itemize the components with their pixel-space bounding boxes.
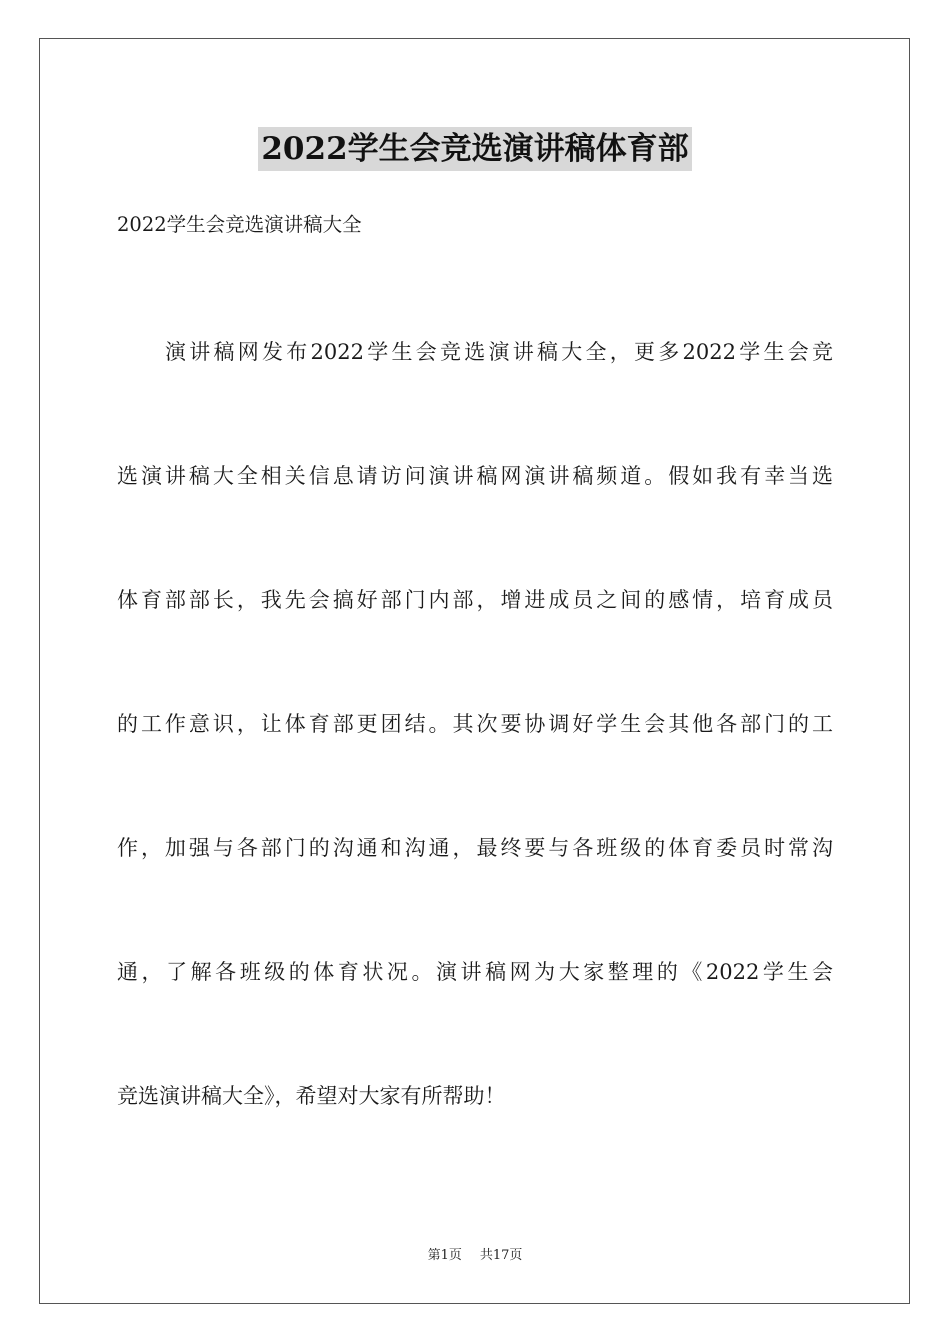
body-line-1: 演讲稿网发布2022学生会竞选演讲稿大全，更多2022学生会竞 bbox=[165, 340, 833, 364]
body-line-5: 作，加强与各部门的沟通和沟通，最终要与各班级的体育委员时常沟 bbox=[117, 836, 833, 860]
page-footer bbox=[0, 1246, 950, 1266]
title-container bbox=[0, 127, 950, 171]
page-number: 第1页 bbox=[427, 1248, 462, 1263]
body-line-7: 竞选演讲稿大全》，希望对大家有所帮助！ bbox=[117, 1084, 506, 1108]
body-line-2: 选演讲稿大全相关信息请访问演讲稿网演讲稿频道。假如我有幸当选 bbox=[117, 464, 833, 488]
body-line-6: 通，了解各班级的体育状况。演讲稿网为大家整理的《2022学生会 bbox=[117, 960, 833, 984]
body-line-3: 体育部部长，我先会搞好部门内部，增进成员之间的感情，培育成员 bbox=[117, 588, 833, 612]
body-line-4: 的工作意识，让体育部更团结。其次要协调好学生会其他各部门的工 bbox=[117, 712, 833, 736]
document-title: 2022学生会竞选演讲稿体育部 bbox=[258, 127, 691, 171]
document-subtitle: 2022学生会竞选演讲稿大全 bbox=[117, 213, 362, 236]
page-total: 共17页 bbox=[479, 1248, 523, 1263]
